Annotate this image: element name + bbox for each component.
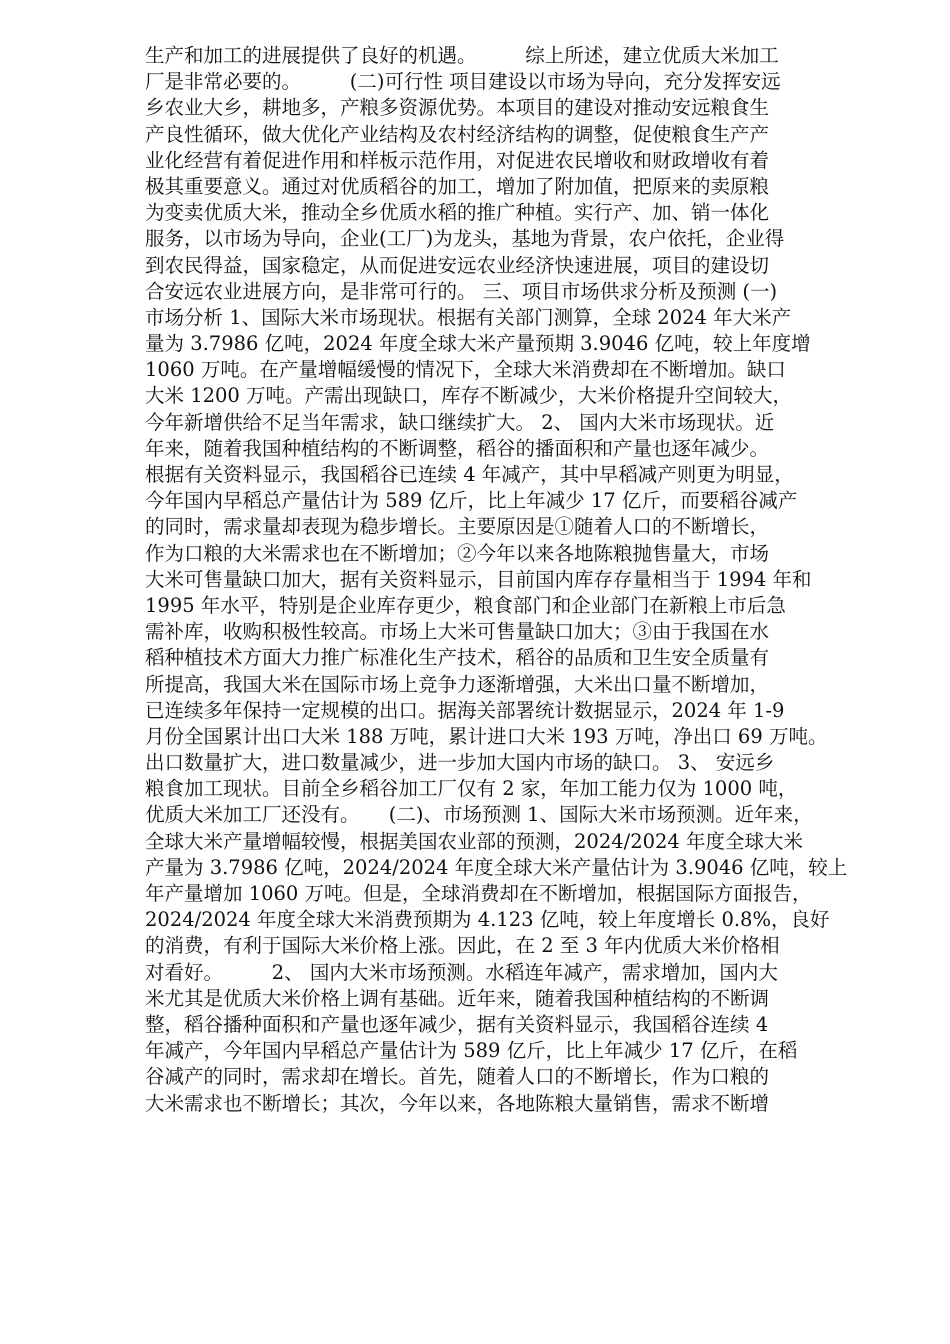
- text-line: 大米 1200 万吨。产需出现缺口，库存不断减少，大米价格提升空间较大，: [145, 384, 793, 408]
- text-line: 2024/2024 年度全球大米消费预期为 4.123 亿吨，较上年度增长 0.8%，良好: [145, 908, 830, 932]
- text-line: 1995 年水平，特别是企业库存更少，粮食部门和企业部门在新粮上市后急: [145, 593, 786, 617]
- text-line: 出口数量扩大，进口数量减少，进一步加大国内市场的缺口。 3、 安远乡: [145, 751, 775, 775]
- text-line: 到农民得益，国家稳定，从而促进安远农业经济快速进展，项目的建设切: [145, 253, 770, 277]
- body-text: [145, 43, 865, 1117]
- text-line: 为变卖优质大米，推动全乡优质水稻的推广种植。实行产、加、销一体化: [145, 201, 770, 225]
- text-line: 年产量增加 1060 万吨。但是，全球消费却在不断增加，根据国际方面报告，: [145, 882, 812, 905]
- text-line: 年来，随着我国种植结构的不断调整，稻谷的播面积和产量也逐年减少。: [145, 436, 770, 460]
- text-line: 大米可售量缺口加大，据有关资料显示，目前国内库存存量相当于 1994 年和: [145, 567, 812, 591]
- text-line: 根据有关资料显示，我国稻谷已连续 4 年减产，其中早稻减产则更为明显，: [145, 463, 794, 486]
- text-line: 全球大米产量增幅较慢，根据美国农业部的预测，2024/2024 年度全球大米: [145, 829, 804, 853]
- text-line: 对看好。 2、 国内大米市场预测。水稻连年减产，需求增加，国内大: [145, 960, 778, 984]
- text-line: 已连续多年保持一定规模的出口。据海关部署统计数据显示，2024 年 1-9: [145, 698, 785, 722]
- text-line: 稻种植技术方面大力推广标准化生产技术，稻谷的品质和卫生安全质量有: [145, 646, 770, 670]
- text-line: 厂是非常必要的。 (二)可行性 项目建设以市场为导向，充分发挥安远: [145, 70, 781, 94]
- text-line: 产良性循环，做大优化产业结构及农村经济结构的调整，促使粮食生产产: [145, 122, 770, 146]
- text-line: 今年国内早稻总产量估计为 589 亿斤，比上年减少 17 亿斤，而要稻谷减产: [145, 489, 798, 513]
- text-line: 月份全国累计出口大米 188 万吨，累计进口大米 193 万吨，净出口 69 万吨。: [145, 724, 828, 748]
- text-line: 整，稻谷播种面积和产量也逐年减少，据有关资料显示，我国稻谷连续 4: [145, 1012, 769, 1036]
- text-line: 的消费，有利于国际大米价格上涨。因此，在 2 至 3 年内优质大米价格相: [145, 934, 780, 958]
- text-line: 谷减产的同时，需求却在增长。首先，随着人口的不断增长，作为口粮的: [145, 1065, 770, 1089]
- text-line: 乡农业大乡，耕地多，产粮多资源优势。本项目的建设对推动安远粮食生: [145, 96, 770, 120]
- text-line: 合安远农业进展方向，是非常可行的。 三、项目市场供求分析及预测 (一): [145, 279, 778, 303]
- text-line: 市场分析 1、国际大米市场现状。根据有关部门测算，全球 2024 年大米产: [145, 305, 792, 329]
- text-line: 量为 3.7986 亿吨，2024 年度全球大米产量预期 3.9046 亿吨，较上年度增: [145, 332, 811, 356]
- text-line: 业化经营有着促进作用和样板示范作用，对促进农民增收和财政增收有着: [145, 148, 770, 172]
- text-line: 产量为 3.7986 亿吨，2024/2024 年度全球大米产量估计为 3.9046 亿吨，较上: [145, 855, 848, 879]
- text-line: 生产和加工的进展提供了良好的机遇。 综上所述，建立优质大米加工: [145, 44, 779, 67]
- text-line: 大米需求也不断增长；其次，今年以来，各地陈粮大量销售，需求不断增: [145, 1091, 770, 1115]
- text-line: 服务，以市场为导向，企业(工厂)为龙头，基地为背景，农户依托，企业得: [145, 227, 785, 251]
- text-line: 需补库，收购积极性较高。市场上大米可售量缺口加大；③由于我国在水: [145, 620, 770, 644]
- text-line: 米尤其是优质大米价格上调有基础。近年来，随着我国种植结构的不断调: [145, 986, 770, 1010]
- text-line: 粮食加工现状。目前全乡稻谷加工厂仅有 2 家，年加工能力仅为 1000 吨，: [145, 777, 798, 801]
- text-line: 所提高，我国大米在国际市场上竞争力逐渐增强，大米出口量不断增加，: [145, 672, 770, 696]
- text-line: 1060 万吨。在产量增幅缓慢的情况下，全球大米消费却在不断增加。缺口: [145, 358, 786, 382]
- text-line: 作为口粮的大米需求也在不断增加；②今年以来各地陈粮抛售量大，市场: [145, 541, 770, 565]
- text-line: 年减产，今年国内早稻总产量估计为 589 亿斤，比上年减少 17 亿斤，在稻: [145, 1039, 798, 1063]
- text-line: 极其重要意义。通过对优质稻谷的加工，增加了附加值，把原来的卖原粮: [145, 174, 770, 198]
- text-line: 的同时，需求量却表现为稳步增长。主要原因是①随着人口的不断增长，: [145, 515, 770, 539]
- text-line: 今年新增供给不足当年需求，缺口继续扩大。 2、 国内大米市场现状。近: [145, 410, 775, 434]
- text-line: 优质大米加工厂还没有。 (二)、市场预测 1、国际大米市场预测。近年来，: [145, 803, 813, 827]
